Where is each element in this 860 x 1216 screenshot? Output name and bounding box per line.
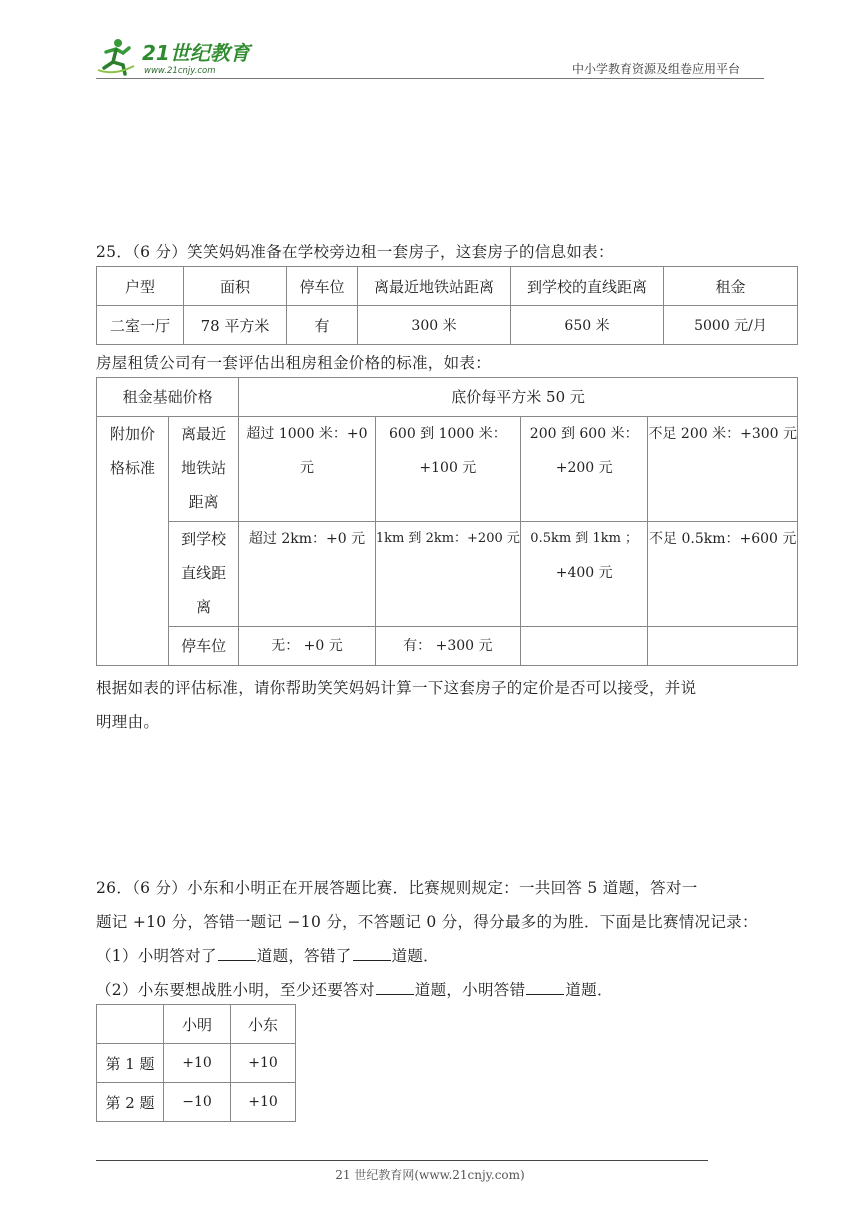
q25-question-line-1: 根据如表的评估标准，请你帮助笑笑妈妈计算一下这套房子的定价是否可以接受，并说 bbox=[96, 679, 697, 697]
table-cell: 有： +300 元 bbox=[375, 627, 520, 666]
cell-line: 不足 0.5km：+600 元 bbox=[649, 531, 797, 547]
table-row bbox=[97, 1044, 296, 1083]
answer-blank[interactable] bbox=[376, 980, 414, 995]
table-cell: −10 bbox=[164, 1083, 231, 1122]
table-cell: 650 米 bbox=[511, 306, 664, 345]
table-row bbox=[97, 522, 798, 627]
cell-line: 不足 200 米：+300 元 bbox=[648, 426, 797, 442]
table-row bbox=[97, 306, 798, 345]
sub-text: 道题，小明答错 bbox=[414, 981, 526, 999]
cell-line: 200 到 600 米： bbox=[529, 426, 639, 442]
table-cell bbox=[239, 522, 376, 627]
table-cell: 离最近地铁站距离 bbox=[358, 267, 511, 306]
cell-line: 1km 到 2km：+200 元 bbox=[375, 531, 520, 546]
table-cell: 小明 bbox=[164, 1005, 231, 1044]
table-cell: 有 bbox=[287, 306, 358, 345]
table-cell: 租金基础价格 bbox=[97, 378, 239, 417]
table-cell: 面积 bbox=[184, 267, 287, 306]
table-cell bbox=[97, 417, 169, 666]
header-divider bbox=[96, 78, 764, 79]
score-record-table bbox=[96, 1004, 296, 1122]
cell-line: 超过 1000 米：+0 bbox=[246, 426, 368, 442]
table-row bbox=[97, 627, 798, 666]
q26-line-2: 题记 +10 分，答错一题记 −10 分，不答题记 0 分，得分最多的为胜．下面是比赛情况记录： bbox=[96, 913, 758, 931]
sub-text: （2）小东要想战胜小明，至少还要答对 bbox=[96, 981, 375, 999]
table-cell bbox=[375, 417, 520, 522]
row-label-line: 到学校 bbox=[181, 530, 227, 548]
answer-blank[interactable] bbox=[218, 946, 256, 961]
table-cell bbox=[520, 627, 648, 666]
pricing-standard-table bbox=[96, 377, 798, 666]
answer-blank[interactable] bbox=[526, 980, 564, 995]
table-cell bbox=[97, 1005, 164, 1044]
sub-text: （1）小明答对了 bbox=[96, 947, 217, 965]
sub-text: 道题． bbox=[565, 981, 613, 999]
table-cell: +10 bbox=[231, 1083, 296, 1122]
sub-text: 道题． bbox=[391, 947, 439, 965]
table-cell bbox=[648, 522, 798, 627]
table-cell: 到学校的直线距离 bbox=[511, 267, 664, 306]
cell-line: +200 元 bbox=[555, 460, 613, 476]
table-cell: 300 米 bbox=[358, 306, 511, 345]
table-row bbox=[97, 267, 798, 306]
cell-line: +400 元 bbox=[555, 565, 613, 581]
table-cell: +10 bbox=[164, 1044, 231, 1083]
extra-label-line: 格标准 bbox=[110, 459, 156, 477]
table-cell bbox=[169, 522, 239, 627]
cell-line: 0.5km 到 1km ； bbox=[530, 531, 639, 546]
table-cell: 停车位 bbox=[287, 267, 358, 306]
table-cell bbox=[520, 417, 648, 522]
logo-url: www.21cnjy.com bbox=[144, 66, 216, 76]
table-cell: 租金 bbox=[664, 267, 798, 306]
table-cell: 5000 元/月 bbox=[664, 306, 798, 345]
table-row bbox=[97, 378, 798, 417]
cell-line: 超过 2km：+0 元 bbox=[248, 531, 366, 547]
platform-name: 中小学教育资源及组卷应用平台 bbox=[572, 62, 741, 76]
row-label-line: 离最近 bbox=[181, 425, 227, 443]
table-cell: 78 平方米 bbox=[184, 306, 287, 345]
sub-text: 道题，答错了 bbox=[256, 947, 352, 965]
answer-blank[interactable] bbox=[353, 946, 391, 961]
table-cell: 第 2 题 bbox=[97, 1083, 164, 1122]
q26-sub-question-2 bbox=[96, 978, 613, 1000]
table-cell bbox=[520, 522, 648, 627]
footer-divider bbox=[96, 1160, 708, 1161]
cell-line: +100 元 bbox=[419, 460, 477, 476]
table-cell bbox=[239, 417, 376, 522]
house-info-table bbox=[96, 266, 798, 345]
q25-intro: 25．（6 分）笑笑妈妈准备在学校旁边租一套房子，这套房子的信息如表： bbox=[96, 243, 614, 261]
cell-line: 600 到 1000 米： bbox=[389, 426, 507, 442]
row-label-line: 距离 bbox=[188, 493, 219, 511]
row-label-line: 直线距 bbox=[181, 564, 227, 582]
table-cell bbox=[648, 417, 798, 522]
table-cell: +10 bbox=[231, 1044, 296, 1083]
table-cell bbox=[648, 627, 798, 666]
table-cell bbox=[375, 522, 520, 627]
runner-icon bbox=[98, 39, 134, 74]
footer-site-link[interactable]: 21 世纪教育网(www.21cnjy.com) bbox=[335, 1168, 525, 1182]
site-logo bbox=[96, 36, 256, 78]
logo-title: 21世纪教育 bbox=[142, 41, 250, 65]
table-row bbox=[97, 1005, 296, 1044]
cell-line: 元 bbox=[299, 460, 314, 476]
q25-mid-text: 房屋租赁公司有一套评估出租房租金价格的标准，如表： bbox=[96, 354, 492, 372]
table-cell: 停车位 bbox=[169, 627, 239, 666]
q26-sub-question-1 bbox=[96, 944, 439, 966]
table-row bbox=[97, 1083, 296, 1122]
table-cell bbox=[169, 417, 239, 522]
row-label-line: 地铁站 bbox=[181, 459, 227, 477]
q26-line-1: 26．（6 分）小东和小明正在开展答题比赛．比赛规则规定：一共回答 5 道题，答对一 bbox=[96, 879, 698, 897]
table-cell: 底价每平方米 50 元 bbox=[239, 378, 798, 417]
table-cell: 无： +0 元 bbox=[239, 627, 376, 666]
extra-label-line: 附加价 bbox=[110, 425, 156, 443]
table-cell: 二室一厅 bbox=[97, 306, 184, 345]
q25-question-line-2: 明理由。 bbox=[96, 713, 160, 731]
table-cell: 第 1 题 bbox=[97, 1044, 164, 1083]
table-cell: 户型 bbox=[97, 267, 184, 306]
table-cell: 小东 bbox=[231, 1005, 296, 1044]
table-row bbox=[97, 417, 798, 522]
row-label-line: 离 bbox=[196, 598, 212, 616]
